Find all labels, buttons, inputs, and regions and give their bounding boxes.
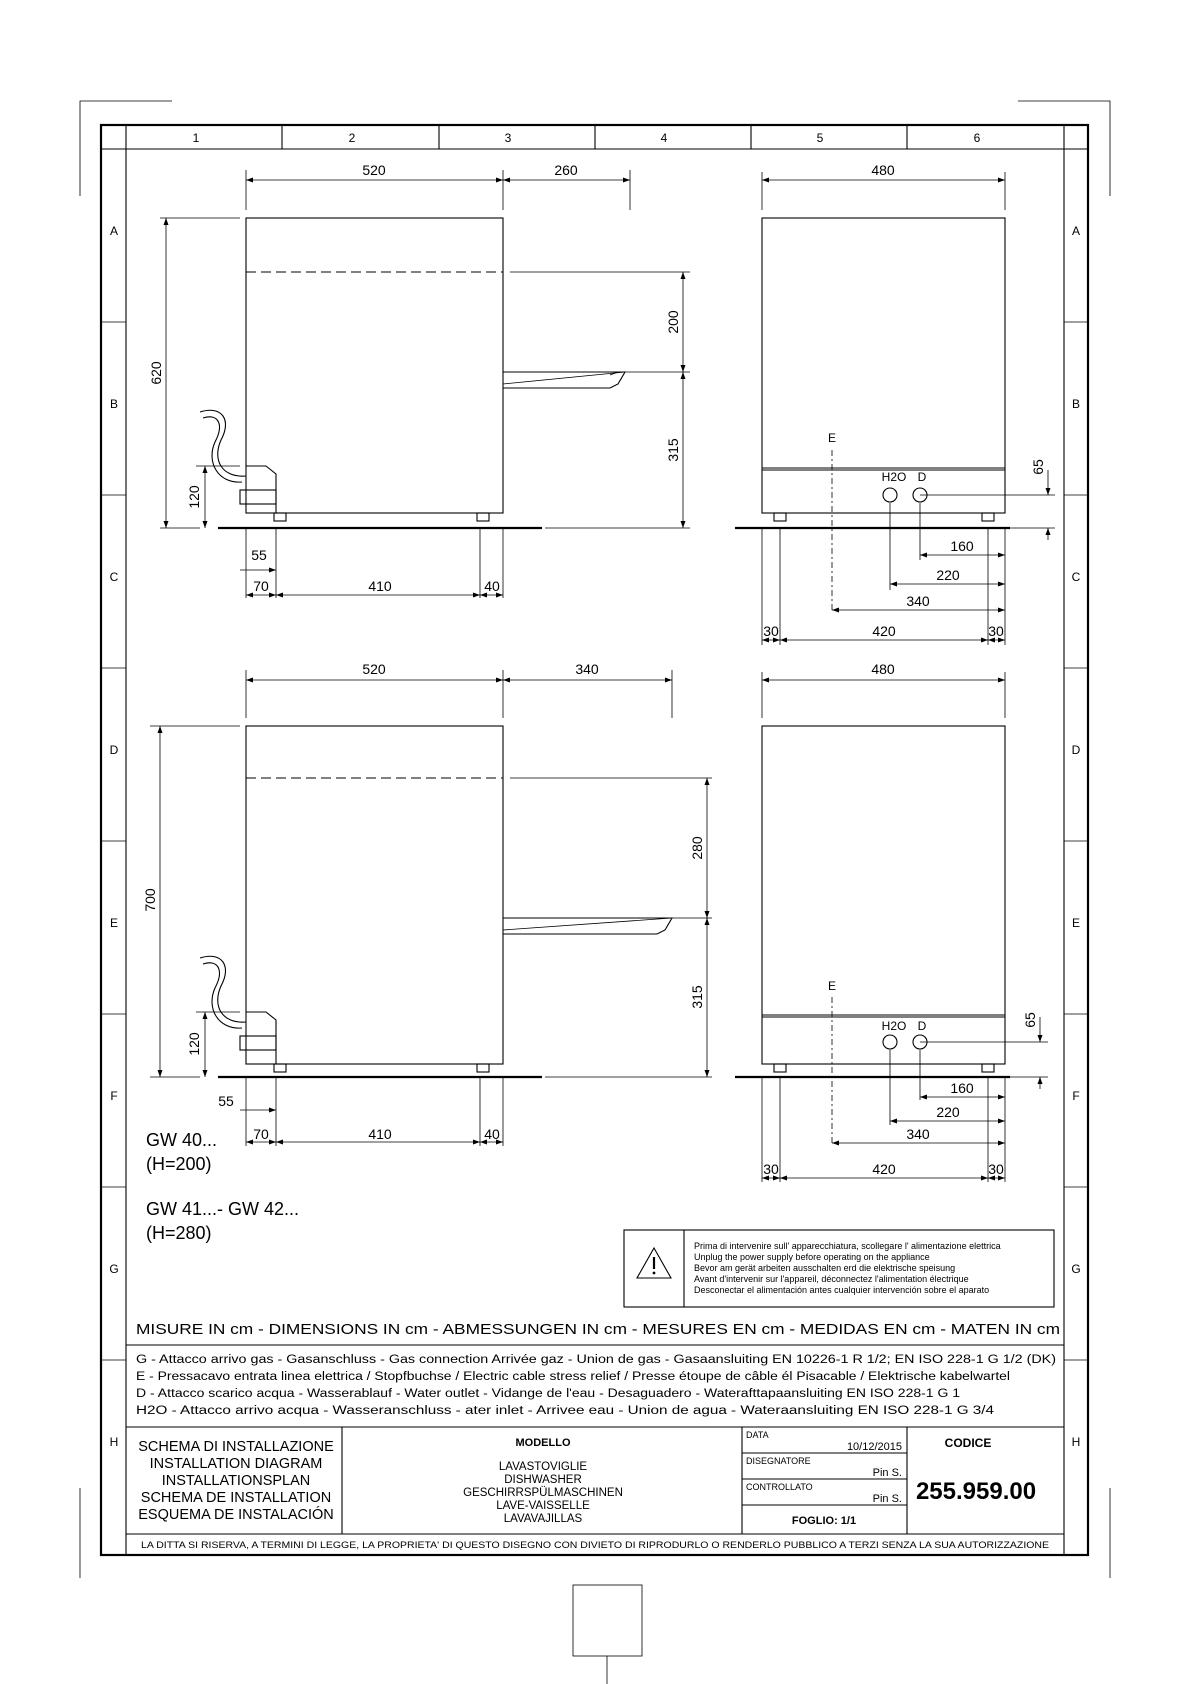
grid-col-6: 6 <box>973 131 981 145</box>
label-d-drain: D <box>917 470 927 484</box>
modello-label: MODELLO <box>515 1437 571 1449</box>
dim-top-front-d420: 420 <box>872 623 896 639</box>
warning-box <box>624 1230 1054 1307</box>
schema-title-es: ESQUEMA DE INSTALACIÓN <box>138 1507 334 1523</box>
grid-row-h: H <box>1071 1435 1081 1449</box>
grid-col-1: 1 <box>192 131 200 145</box>
dimension-lines <box>762 172 1055 645</box>
dim-bottom-side-d55: 55 <box>218 1093 234 1109</box>
grid-row-h: H <box>109 1435 119 1449</box>
dim-top-side-w1: 520 <box>362 162 386 178</box>
label-d-drain: D <box>917 1019 927 1033</box>
model-names <box>463 1461 623 1525</box>
warning-line-en: Unplug the power supply before operating on the appliance <box>694 1252 930 1262</box>
dim-top-side-d70: 70 <box>253 578 269 594</box>
grid-row-e: E <box>109 916 119 930</box>
dim-top-front-d160: 160 <box>950 538 974 554</box>
machine-body-outline <box>200 726 672 1077</box>
dim-bottom-side-d70: 70 <box>253 1126 269 1142</box>
legend-g-gas: G - Attacco arrivo gas - Gasanschluss - Gas connection Arrivée gaz - Union de gas - Gasaansluiting EN 10226-1 R 1/2; EN ISO 228-1 G 1/2 (DK) <box>136 1354 1057 1366</box>
drawing-frame <box>101 125 1088 1555</box>
grid-row-labels-right <box>1071 224 1080 1449</box>
dim-bottom-front-d420: 420 <box>872 1161 896 1177</box>
dim-top-front-d30b: 30 <box>988 623 1004 639</box>
grid-col-3: 3 <box>504 131 512 145</box>
dim-bottom-side-w1: 520 <box>362 661 386 677</box>
dim-bottom-side-d40: 40 <box>484 1126 500 1142</box>
bottom-front-view <box>735 661 1048 1182</box>
dim-bottom-front-d30a: 30 <box>763 1161 779 1177</box>
model-note-gw41-gw42: GW 41...- GW 42... <box>146 1199 300 1219</box>
grid-row-f: F <box>1072 1089 1080 1103</box>
bottom-side-view <box>142 661 712 1146</box>
grid-col-5: 5 <box>816 131 824 145</box>
label-h2o-inlet: H2O <box>881 1019 907 1033</box>
grid-row-a: A <box>1071 224 1081 238</box>
dim-top-side-w2: 260 <box>554 162 578 178</box>
codice-label: CODICE <box>944 1436 992 1450</box>
legend-e-cable: E - Pressacavo entrata linea elettrica / Stopfbuchse / Electric cable stress relief / Presse étoupe de câble él Pisacable / Elektrische kabelwartel <box>136 1371 1010 1383</box>
grid-row-f: F <box>110 1089 118 1103</box>
grid-row-g: G <box>1071 1262 1081 1276</box>
model-note-h200: (H=200) <box>146 1154 212 1174</box>
dim-bottom-side-h-upper: 280 <box>689 836 705 860</box>
schema-title-fr: SCHEMA DE INSTALLATION <box>140 1490 332 1506</box>
model-name-it: LAVASTOVIGLIE <box>498 1461 588 1473</box>
model-name-fr: LAVE-VAISSELLE <box>496 1500 590 1512</box>
footer-rights-note: LA DITTA SI RISERVA, A TERMINI DI LEGGE, LA PROPRIETA' DI QUESTO DISEGNO CON DIVIETO DI RIPRODURLO O RENDERLO PUBBLICO A TERZI SENZA LA SUA AUTORIZZAZIONE <box>141 1540 1049 1551</box>
top-front-view <box>735 162 1055 645</box>
dim-top-front-d65: 65 <box>1030 459 1046 475</box>
label-e-cable-gland: E <box>827 979 837 993</box>
dim-bottom-side-d410: 410 <box>368 1126 392 1142</box>
grid-col-4: 4 <box>660 131 668 145</box>
grid-column-labels <box>193 131 981 145</box>
legend-h2o-water: H2O - Attacco arrivo acqua - Wasseranschluss - ater inlet - Arrivee eau - Union de agua - Wateraansluiting EN ISO 228-1 G 3/4 <box>136 1405 995 1417</box>
foglio-label: FOGLIO: 1/1 <box>791 1515 857 1527</box>
grid-row-c: C <box>109 570 119 584</box>
schema-title <box>138 1439 334 1523</box>
dim-bottom-front-d160: 160 <box>950 1080 974 1096</box>
dim-top-front-d30a: 30 <box>763 623 779 639</box>
model-name-es: LAVAVAJILLAS <box>503 1513 583 1525</box>
top-side-view <box>148 162 690 598</box>
dimension-lines <box>160 170 690 598</box>
dimension-labels <box>142 661 705 1142</box>
data-label: DATA <box>746 1430 769 1440</box>
dim-bottom-side-w2: 340 <box>575 661 599 677</box>
binding-box <box>573 1585 642 1684</box>
dim-bottom-front-d340: 340 <box>906 1126 930 1142</box>
title-block <box>126 1427 1064 1534</box>
dimension-lines <box>150 670 712 1146</box>
dim-top-front-d220: 220 <box>936 567 960 583</box>
dim-bottom-side-h-total: 700 <box>142 888 158 912</box>
dimension-labels <box>763 661 1038 1177</box>
grid-col-2: 2 <box>348 131 356 145</box>
data-value: 10/12/2015 <box>846 1441 902 1453</box>
model-note-gw40: GW 40... <box>146 1130 218 1150</box>
warning-line-fr: Avant d'intervenir sur l'appareil, déconnectez l'alimentation électrique <box>694 1274 969 1284</box>
machine-front-outline <box>735 726 1010 1077</box>
dim-bottom-side-h-outlet: 120 <box>186 1032 202 1056</box>
warning-line-es: Desconectar el alimentación antes cualquier intervención sobre el aparato <box>694 1285 990 1295</box>
label-e-cable-gland: E <box>827 431 837 445</box>
schema-title-it: SCHEMA DI INSTALLAZIONE <box>138 1439 334 1455</box>
model-name-de: GESCHIRRSPÜLMASCHINEN <box>463 1487 623 1499</box>
warning-line-it: Prima di intervenire sull' apparecchiatura, scollegare l' alimentazione elettrica <box>694 1241 1001 1251</box>
disegnatore-value: Pin S. <box>872 1467 902 1479</box>
grid-row-e: E <box>1071 916 1081 930</box>
dim-top-side-h-outlet: 120 <box>186 485 202 509</box>
grid-row-b: B <box>109 397 119 411</box>
warning-line-de: Bevor am gerät arbeiten ausschalten erd die elektrische speisung <box>694 1263 956 1273</box>
machine-body-outline <box>200 218 625 528</box>
controllato-label: CONTROLLATO <box>746 1482 813 1492</box>
dim-top-side-d40: 40 <box>484 578 500 594</box>
dim-top-side-h-total: 620 <box>148 361 164 385</box>
dim-top-side-h-upper: 200 <box>665 310 681 334</box>
dim-bottom-front-d30b: 30 <box>988 1161 1004 1177</box>
dimension-labels <box>148 162 681 594</box>
dim-bottom-front-width: 480 <box>871 661 895 677</box>
dim-top-front-width: 480 <box>871 162 895 178</box>
model-name-en: DISHWASHER <box>504 1474 582 1486</box>
water-inlet-port <box>883 1035 897 1049</box>
grid-row-a: A <box>109 224 119 238</box>
dim-bottom-front-d220: 220 <box>936 1104 960 1120</box>
warning-triangle-icon <box>637 1248 671 1278</box>
codice-value: 255.959.00 <box>915 1478 1037 1505</box>
dimension-labels <box>763 162 1046 639</box>
grid-row-g: G <box>109 1262 119 1276</box>
dim-bottom-front-d65: 65 <box>1022 1012 1038 1028</box>
connections-legend <box>136 1354 1056 1417</box>
grid-row-c: C <box>1071 570 1081 584</box>
dim-top-side-d55: 55 <box>251 547 267 563</box>
schema-title-de: INSTALLATIONSPLAN <box>161 1473 311 1489</box>
water-inlet-port <box>883 488 897 502</box>
schema-title-en: INSTALLATION DIAGRAM <box>149 1456 323 1472</box>
grid-row-b: B <box>1071 397 1081 411</box>
model-notes <box>146 1130 299 1243</box>
dim-top-side-h-lower: 315 <box>665 438 681 462</box>
dim-bottom-side-h-lower: 315 <box>689 985 705 1009</box>
grid-row-d: D <box>109 743 119 757</box>
controllato-value: Pin S. <box>872 1493 902 1505</box>
disegnatore-label: DISEGNATORE <box>746 1456 811 1466</box>
legend-d-drain: D - Attacco scarico acqua - Wasserablauf - Water outlet - Vidange de l'eau - Desaguadero - Waterafttapaansluiting EN ISO 228-1 G 1 <box>136 1388 960 1400</box>
grid-row-d: D <box>1071 743 1081 757</box>
label-h2o-inlet: H2O <box>881 470 907 484</box>
model-note-h280: (H=280) <box>146 1223 212 1243</box>
units-note: MISURE IN cm - DIMENSIONS IN cm - ABMESSUNGEN IN cm - MESURES EN cm - MEDIDAS EN cm - MATEN IN cm <box>136 1321 1060 1338</box>
dim-top-front-d340: 340 <box>906 593 930 609</box>
machine-front-outline <box>735 218 1010 528</box>
dim-top-side-d410: 410 <box>368 578 392 594</box>
grid-row-labels-left <box>109 224 118 1449</box>
